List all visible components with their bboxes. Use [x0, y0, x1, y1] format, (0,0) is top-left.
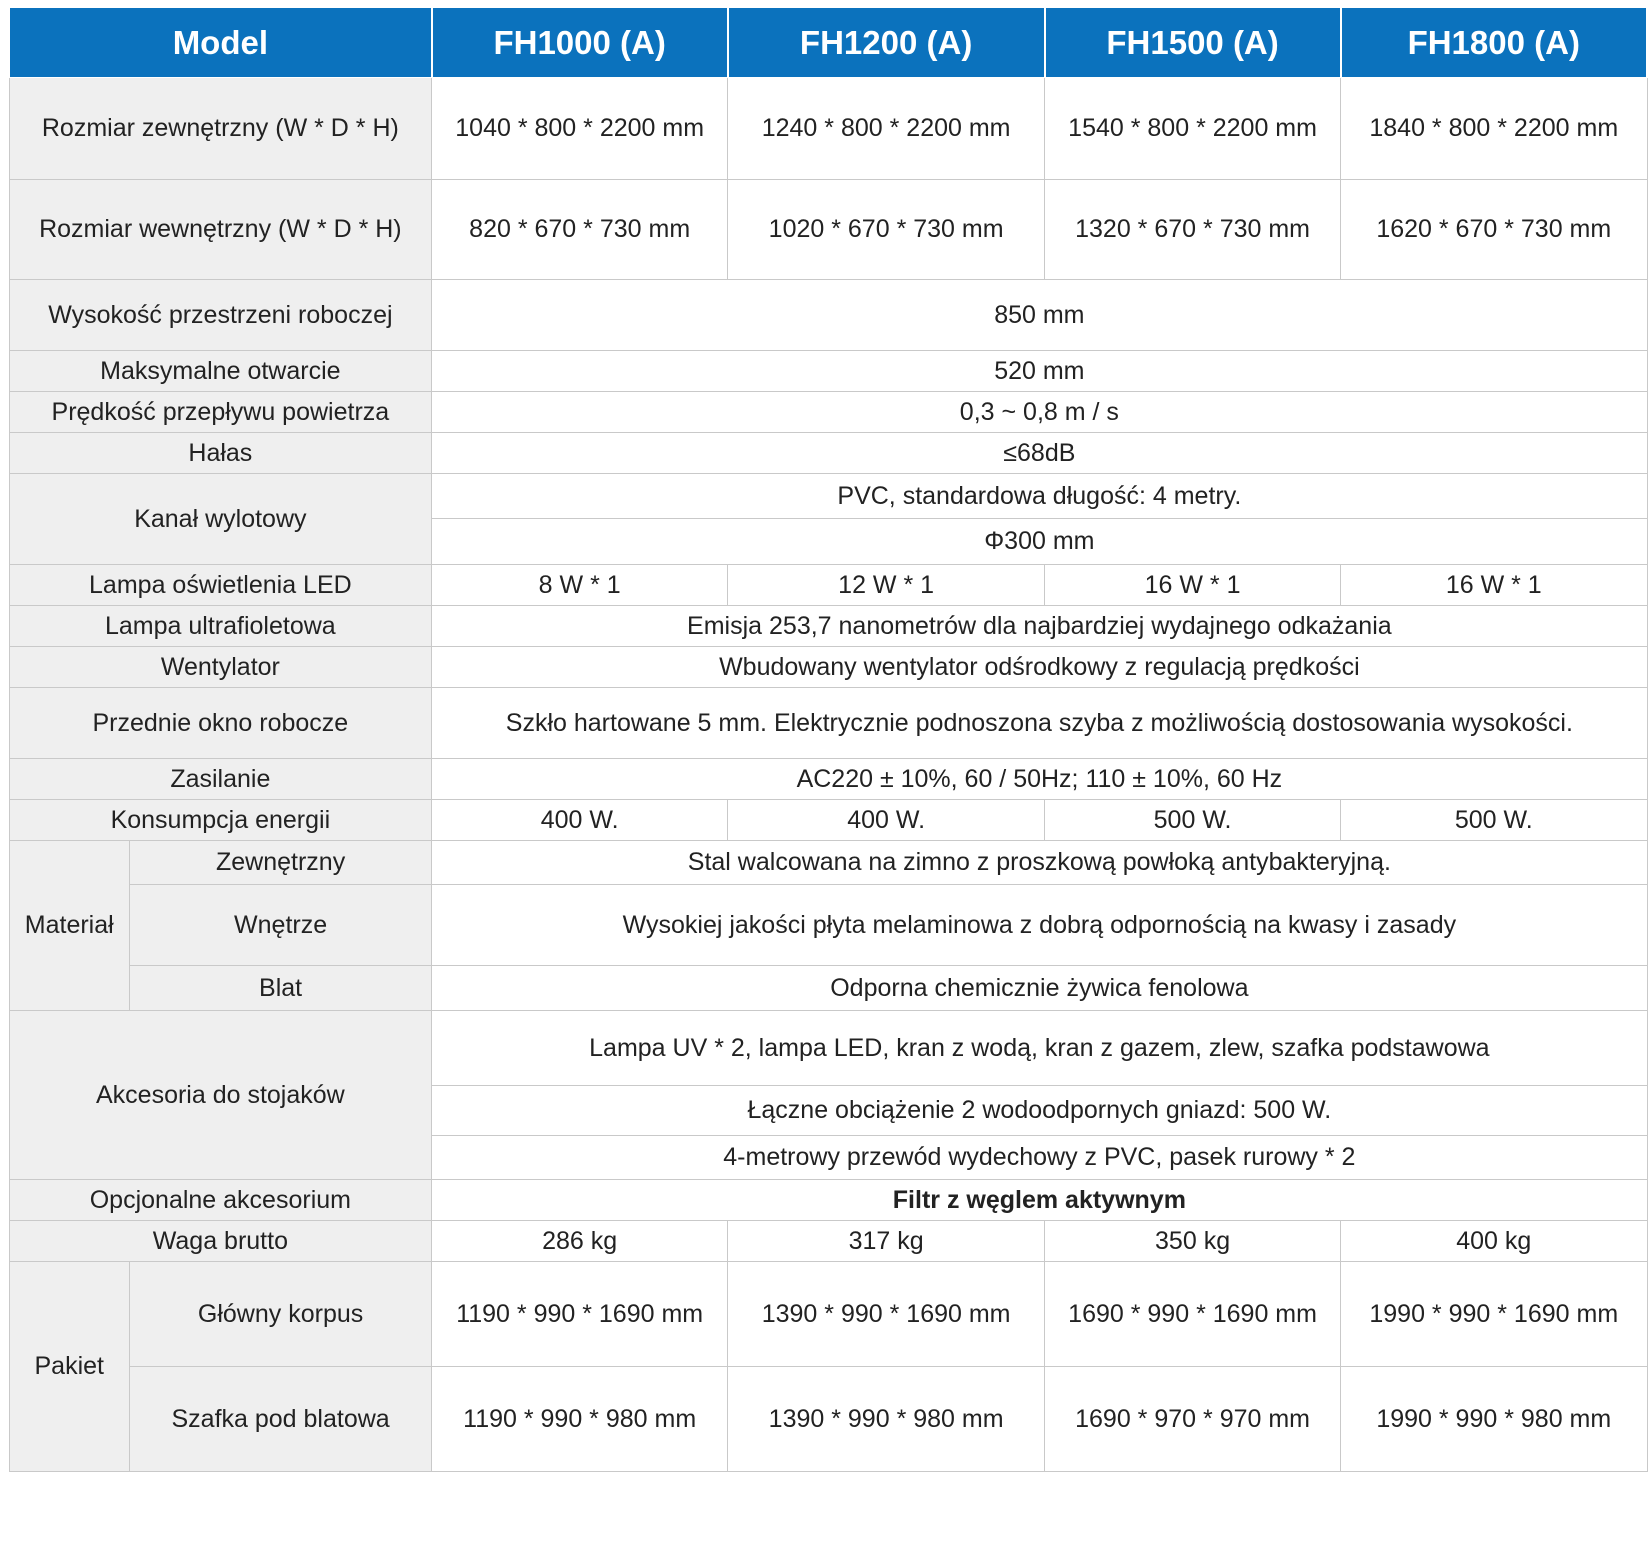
row-label: Zasilanie — [9, 759, 432, 800]
cell: 8 W * 1 — [432, 565, 728, 606]
cell: 350 kg — [1045, 1221, 1341, 1262]
row-label: Hałas — [9, 433, 432, 474]
cell-highlight: 1990 * 990 * 980 mm — [1341, 1367, 1647, 1472]
spec-table — [8, 7, 1648, 1472]
cell: 850 mm — [432, 280, 1647, 351]
row-internal-size — [9, 180, 1647, 280]
row-consumption — [9, 800, 1647, 841]
cell: 1540 * 800 * 2200 mm — [1045, 78, 1341, 180]
row-label: Waga brutto — [9, 1221, 432, 1262]
header-model-4: FH1800 (A) — [1341, 8, 1647, 78]
row-label: Maksymalne otwarcie — [9, 351, 432, 392]
header-row — [9, 8, 1647, 78]
cell: ≤68dB — [432, 433, 1647, 474]
cell: Odporna chemicznie żywica fenolowa — [432, 966, 1647, 1011]
sub-label: Wnętrze — [129, 885, 431, 966]
row-label: Rozmiar wewnętrzny (W * D * H) — [9, 180, 432, 280]
row-label: Opcjonalne akcesorium — [9, 1180, 432, 1221]
row-optional — [9, 1180, 1647, 1221]
row-label: Wentylator — [9, 647, 432, 688]
header-model: Model — [9, 8, 432, 78]
row-accessories-1 — [9, 1011, 1647, 1086]
cell-highlight: 16 W * 1 — [1341, 565, 1647, 606]
header-model-3: FH1500 (A) — [1045, 8, 1341, 78]
cell: 1240 * 800 * 2200 mm — [728, 78, 1045, 180]
row-label: Materiał — [9, 841, 129, 1011]
cell-highlight: 500 W. — [1341, 800, 1647, 841]
cell-highlight: 1620 * 670 * 730 mm — [1341, 180, 1647, 280]
row-label: Lampa ultrafioletowa — [9, 606, 432, 647]
row-power-supply — [9, 759, 1647, 800]
row-label: Rozmiar zewnętrzny (W * D * H) — [9, 78, 432, 180]
row-label: Konsumpcja energii — [9, 800, 432, 841]
cell: 1690 * 970 * 970 mm — [1045, 1367, 1341, 1472]
cell: Wbudowany wentylator odśrodkowy z regulacją prędkości — [432, 647, 1647, 688]
cell: Φ300 mm — [432, 519, 1647, 565]
sub-label: Szafka pod blatowa — [129, 1367, 431, 1472]
cell: 317 kg — [728, 1221, 1045, 1262]
row-material-top — [9, 966, 1647, 1011]
cell: 16 W * 1 — [1045, 565, 1341, 606]
row-label: Prędkość przepływu powietrza — [9, 392, 432, 433]
sub-label: Główny korpus — [129, 1262, 431, 1367]
cell: 1320 * 670 * 730 mm — [1045, 180, 1341, 280]
cell: 1390 * 990 * 1690 mm — [728, 1262, 1045, 1367]
cell: 12 W * 1 — [728, 565, 1045, 606]
row-package-cabinet — [9, 1367, 1647, 1472]
row-airflow — [9, 392, 1647, 433]
row-front-window — [9, 688, 1647, 759]
cell: 1390 * 990 * 980 mm — [728, 1367, 1045, 1472]
cell: Łączne obciążenie 2 wodoodpornych gniazd: 500 W. — [432, 1086, 1647, 1136]
cell: 286 kg — [432, 1221, 728, 1262]
row-work-height — [9, 280, 1647, 351]
row-label: Przednie okno robocze — [9, 688, 432, 759]
cell: 820 * 670 * 730 mm — [432, 180, 728, 280]
cell: Lampa UV * 2, lampa LED, kran z wodą, kran z gazem, zlew, szafka podstawowa — [432, 1011, 1647, 1086]
cell: 1190 * 990 * 1690 mm — [432, 1262, 728, 1367]
row-label: Pakiet — [9, 1262, 129, 1472]
header-model-1: FH1000 (A) — [432, 8, 728, 78]
row-material-exterior — [9, 841, 1647, 885]
cell: Wysokiej jakości płyta melaminowa z dobrą odpornością na kwasy i zasady — [432, 885, 1647, 966]
cell: Szkło hartowane 5 mm. Elektrycznie podnoszona szyba z możliwością dostosowania wysokości. — [432, 688, 1647, 759]
cell-highlight: 1990 * 990 * 1690 mm — [1341, 1262, 1647, 1367]
row-noise — [9, 433, 1647, 474]
row-package-main — [9, 1262, 1647, 1367]
header-model-2: FH1200 (A) — [728, 8, 1045, 78]
cell-highlight: 400 kg — [1341, 1221, 1647, 1262]
row-material-interior — [9, 885, 1647, 966]
row-label: Wysokość przestrzeni roboczej — [9, 280, 432, 351]
cell: 1190 * 990 * 980 mm — [432, 1367, 728, 1472]
row-external-size — [9, 78, 1647, 180]
cell: 400 W. — [432, 800, 728, 841]
row-label: Kanał wylotowy — [9, 474, 432, 565]
row-fan — [9, 647, 1647, 688]
row-label: Akcesoria do stojaków — [9, 1011, 432, 1180]
cell: 1690 * 990 * 1690 mm — [1045, 1262, 1341, 1367]
row-max-opening — [9, 351, 1647, 392]
cell-highlight: 1840 * 800 * 2200 mm — [1341, 78, 1647, 180]
row-gross-weight — [9, 1221, 1647, 1262]
row-led-lamp — [9, 565, 1647, 606]
cell: Stal walcowana na zimno z proszkową powłoką antybakteryjną. — [432, 841, 1647, 885]
row-uv-lamp — [9, 606, 1647, 647]
cell-highlight: Filtr z węglem aktywnym — [432, 1180, 1647, 1221]
sub-label: Blat — [129, 966, 431, 1011]
sub-label: Zewnętrzny — [129, 841, 431, 885]
cell: 400 W. — [728, 800, 1045, 841]
cell: 4-metrowy przewód wydechowy z PVC, pasek rurowy * 2 — [432, 1136, 1647, 1180]
cell: 500 W. — [1045, 800, 1341, 841]
cell: 1040 * 800 * 2200 mm — [432, 78, 728, 180]
cell: 0,3 ~ 0,8 m / s — [432, 392, 1647, 433]
cell: AC220 ± 10%, 60 / 50Hz; 110 ± 10%, 60 Hz — [432, 759, 1647, 800]
cell: PVC, standardowa długość: 4 metry. — [432, 474, 1647, 519]
cell: Emisja 253,7 nanometrów dla najbardziej wydajnego odkażania — [432, 606, 1647, 647]
row-exhaust — [9, 474, 1647, 519]
cell: 1020 * 670 * 730 mm — [728, 180, 1045, 280]
row-label: Lampa oświetlenia LED — [9, 565, 432, 606]
cell: 520 mm — [432, 351, 1647, 392]
